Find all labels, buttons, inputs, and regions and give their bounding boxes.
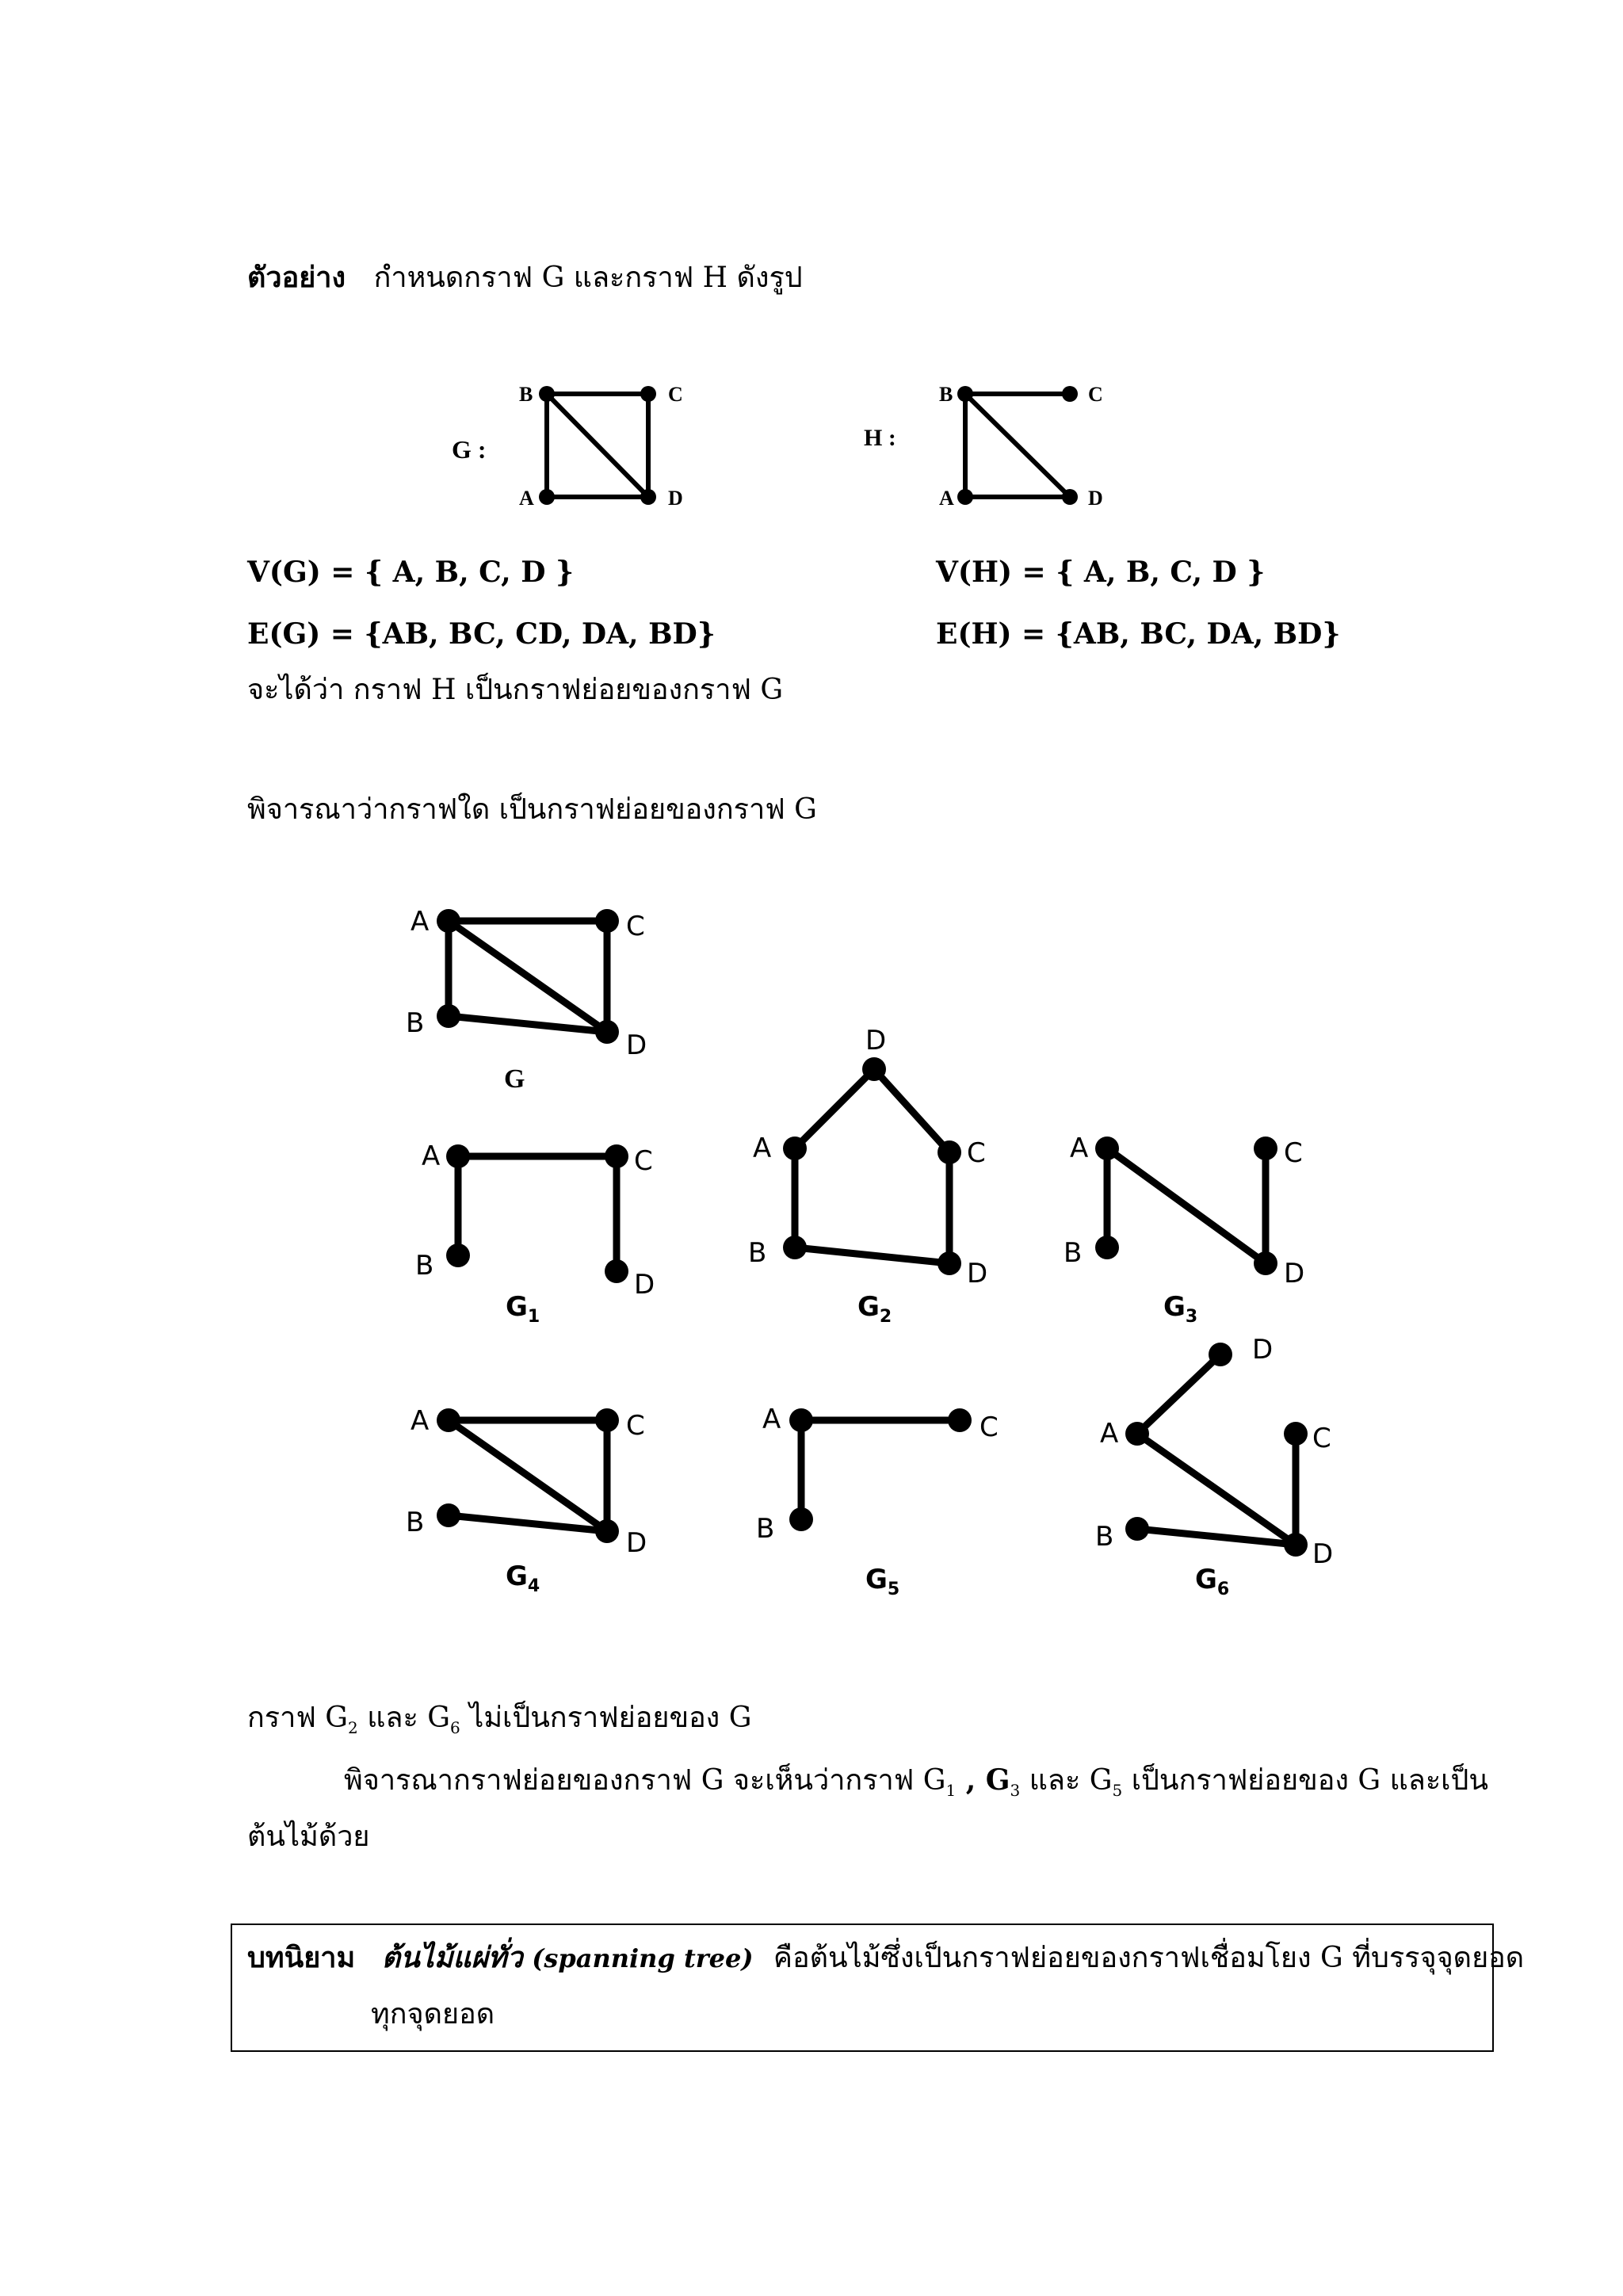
- subscript: 1: [945, 1781, 957, 1800]
- vertex-b: [437, 1004, 460, 1028]
- graph-g: [437, 909, 619, 1044]
- vertex-d: [1284, 1533, 1308, 1557]
- definition-line-1: [247, 1943, 1524, 1973]
- g-label-c: C: [668, 383, 683, 406]
- g3-b: B: [1064, 1237, 1083, 1269]
- vertex-c: [1254, 1137, 1277, 1160]
- graph-g-name: G :: [452, 435, 487, 464]
- edge-bd: [795, 1247, 949, 1263]
- result-text: ไม่เป็นกราฟย่อยของ G: [460, 1702, 752, 1734]
- g5-a: A: [762, 1404, 781, 1435]
- g-b: B: [406, 1007, 425, 1039]
- vertex-d: [595, 1020, 619, 1044]
- vertex-b: [1125, 1517, 1149, 1541]
- caption-g6: G6: [1195, 1564, 1230, 1599]
- vertex-d-top: [862, 1057, 886, 1081]
- vertex-d: [1254, 1251, 1277, 1275]
- g3-d: D: [1284, 1258, 1305, 1289]
- vertex-c: [595, 1408, 619, 1432]
- vertex-a: [1125, 1422, 1149, 1446]
- g4-a: A: [411, 1405, 430, 1437]
- g4-b: B: [406, 1507, 425, 1538]
- g2-c: C: [967, 1137, 986, 1169]
- g-c: C: [626, 911, 645, 942]
- definition-label: บทนิยาม: [247, 1941, 356, 1974]
- vertex-a: [783, 1137, 807, 1160]
- vertex-b: [437, 1503, 460, 1527]
- subscript: 2: [348, 1718, 358, 1737]
- edge-ad-top: [1137, 1354, 1220, 1434]
- g1-d: D: [634, 1269, 655, 1301]
- question-text: พิจารณาว่ากราฟใด เป็นกราฟย่อยของกราฟ G: [247, 793, 817, 826]
- definition-text: คือต้นไม้ซึ่งเป็นกราฟย่อยของกราฟเชื่อมโยง G ที่บรรจุจุดยอด: [773, 1942, 1525, 1974]
- g2-b: B: [748, 1237, 767, 1269]
- g1-c: C: [634, 1145, 653, 1177]
- graph-g3: [1095, 1137, 1277, 1275]
- result-text: เป็นกราฟย่อยของ G และเป็น: [1122, 1764, 1488, 1797]
- vertex-b: [446, 1244, 470, 1267]
- set-eh: E(H) = {AB, BC, DA, BD}: [936, 617, 1341, 651]
- g6-b: B: [1095, 1521, 1114, 1553]
- vertex-d: [595, 1519, 619, 1543]
- vertex-b: [789, 1507, 813, 1531]
- subscript: 3: [1010, 1781, 1021, 1800]
- vertex-c: [595, 909, 619, 933]
- g6-d-top: D: [1252, 1334, 1274, 1366]
- g1-b: B: [415, 1250, 434, 1282]
- vertex-c: [605, 1144, 628, 1168]
- definition-line-2: ทุกจุดยอด: [371, 1998, 495, 2030]
- result-text: , G: [956, 1763, 1010, 1797]
- edge-ad: [795, 1069, 874, 1148]
- vertex-c: [1284, 1422, 1308, 1446]
- g-label-a: A: [519, 487, 534, 510]
- vertex-a: [789, 1408, 813, 1432]
- subscript: 6: [450, 1718, 460, 1737]
- g1-a: A: [422, 1140, 441, 1172]
- set-eg: E(G) = {AB, BC, CD, DA, BD}: [247, 617, 716, 651]
- result-text: และ G: [357, 1702, 451, 1734]
- g4-c: C: [626, 1410, 645, 1442]
- vertex-a: [1095, 1137, 1119, 1160]
- g2-d-top: D: [865, 1025, 887, 1056]
- set-vg: V(G) = { A, B, C, D }: [247, 556, 575, 589]
- vertex-a: [437, 1408, 460, 1432]
- g-label-d: D: [668, 487, 683, 510]
- vertex-b: [783, 1236, 807, 1259]
- definition-term-en: (spanning tree): [532, 1943, 754, 1973]
- g6-c: C: [1312, 1423, 1331, 1454]
- g-d: D: [626, 1030, 647, 1061]
- g3-c: C: [1284, 1137, 1303, 1169]
- example-text: กำหนดกราฟ G และกราฟ H ดังรูป: [373, 262, 803, 294]
- caption-g1: G1: [506, 1291, 540, 1327]
- g-a: A: [411, 906, 430, 938]
- graph-g4: [437, 1408, 619, 1543]
- vertex-d: [605, 1259, 628, 1283]
- caption-g5: G5: [865, 1564, 900, 1599]
- g4-d: D: [626, 1527, 647, 1559]
- g-label-b: B: [519, 383, 533, 406]
- vertex-d-top: [1209, 1343, 1232, 1366]
- conclusion-h-subgraph: จะได้ว่า กราฟ H เป็นกราฟย่อยของกราฟ G: [247, 674, 784, 706]
- result-text: และ G: [1020, 1764, 1113, 1797]
- result-text: กราฟ G: [247, 1702, 349, 1734]
- graph-h-name: H :: [864, 425, 896, 451]
- result-line-1: [247, 1704, 751, 1736]
- graph-g6: [1125, 1343, 1308, 1557]
- vertex-a: [437, 909, 460, 933]
- h-label-d: D: [1088, 487, 1103, 510]
- g6-a: A: [1100, 1418, 1119, 1450]
- vertex-b: [1095, 1236, 1119, 1259]
- g2-d: D: [967, 1258, 988, 1289]
- h-label-b: B: [939, 383, 953, 406]
- caption-g4: G4: [506, 1561, 540, 1596]
- vertex-c: [938, 1140, 961, 1164]
- g5-c: C: [980, 1412, 999, 1443]
- graph-g2: [783, 1057, 961, 1275]
- result-line-2: [344, 1763, 1488, 1800]
- graph-g1: [446, 1144, 628, 1283]
- vertex-a: [446, 1144, 470, 1168]
- result-text: พิจารณากราฟย่อยของกราฟ G จะเห็นว่ากราฟ G: [344, 1764, 946, 1797]
- h-label-a: A: [939, 487, 954, 510]
- g6-d: D: [1312, 1538, 1334, 1570]
- graph-g5: [789, 1408, 972, 1531]
- edge-dc: [874, 1069, 949, 1152]
- set-vh: V(H) = { A, B, C, D }: [936, 556, 1266, 589]
- caption-g: G: [504, 1064, 525, 1094]
- subscript: 5: [1112, 1781, 1123, 1800]
- definition-term: ต้นไม้แผ่ทั่ว: [381, 1941, 523, 1974]
- example-heading: ตัวอย่าง: [247, 261, 346, 294]
- vertex-d: [938, 1251, 961, 1275]
- edge-ad: [1107, 1148, 1266, 1263]
- result-line-3: ต้นไม้ด้วย: [247, 1820, 370, 1853]
- g5-b: B: [756, 1513, 775, 1545]
- vertex-c: [948, 1408, 972, 1432]
- caption-g2: G2: [857, 1291, 892, 1327]
- g2-a: A: [753, 1133, 772, 1164]
- h-label-c: C: [1088, 383, 1103, 406]
- caption-g3: G3: [1163, 1291, 1198, 1327]
- g3-a: A: [1070, 1133, 1089, 1164]
